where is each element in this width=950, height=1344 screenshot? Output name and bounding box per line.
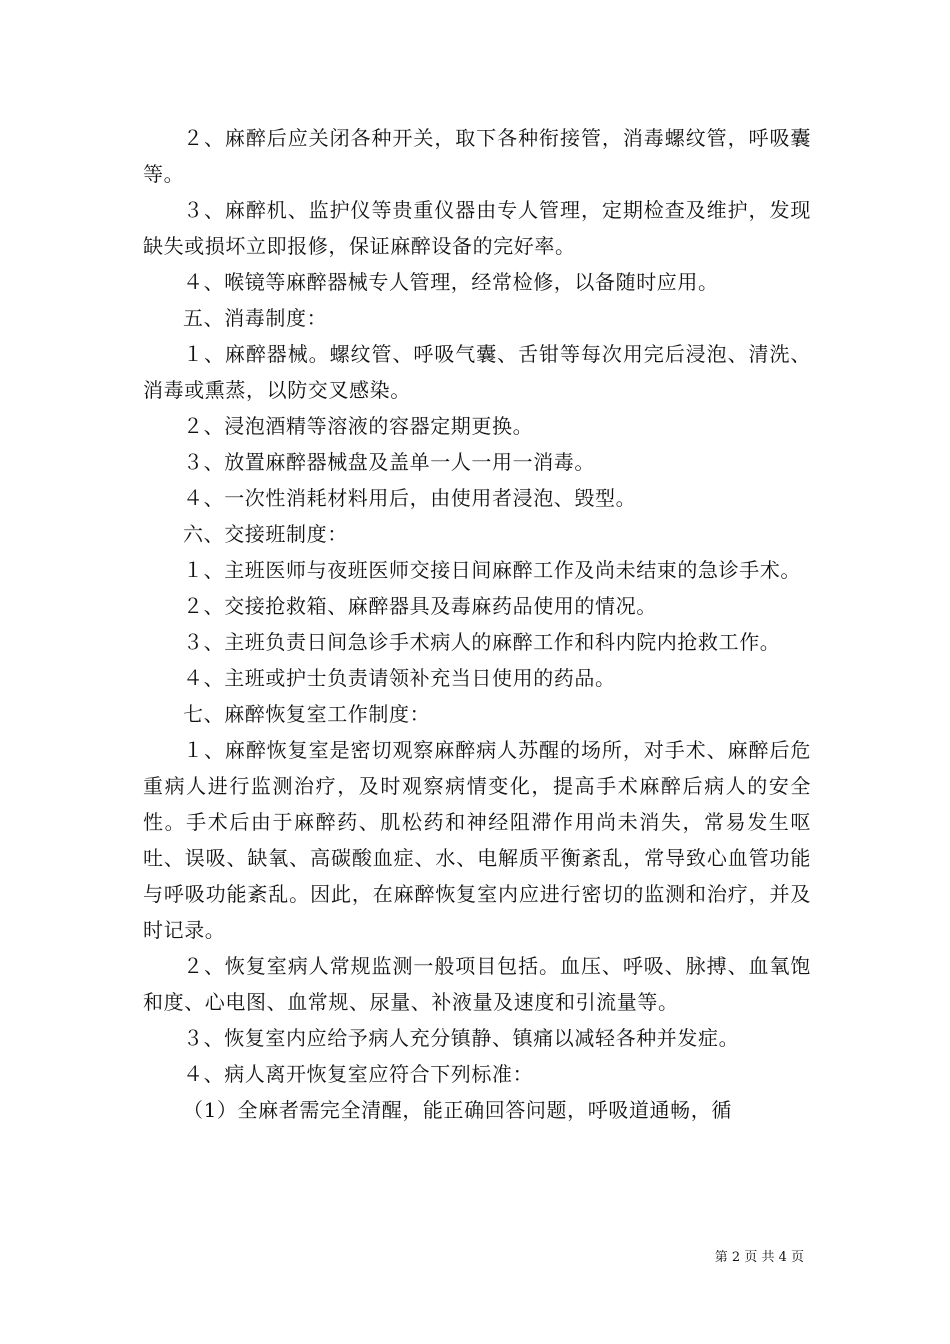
paragraph: ３、放置麻醉器械盘及盖单一人一用一消毒。: [183, 450, 595, 474]
section-heading: 七、麻醉恢复室工作制度：: [183, 702, 431, 726]
paragraph: ４、喉镜等麻醉器械专人管理，经常检修，以备随时应用。: [183, 270, 719, 294]
paragraph: ４、主班或护士负责请领补充当日使用的药品。: [183, 666, 616, 690]
section-heading: 六、交接班制度：: [183, 522, 348, 546]
paragraph: ２、恢复室病人常规监测一般项目包括。血压、呼吸、脉搏、血氧饱和度、心电图、血常规、尿量、补液量及速度和引流量等。: [143, 954, 811, 1014]
paragraph: １、麻醉恢复室是密切观察麻醉病人苏醒的场所，对手术、麻醉后危重病人进行监测治疗，及时观察病情变化，提高手术麻醉后病人的安全性。手术后由于麻醉药、肌松药和神经阻滞作用尚未消失，常易发生呕吐、误吸、缺氧、高碳酸血症、水、电解质平衡紊乱，常导致心血管功能与呼吸功能紊乱。因此，在麻醉恢复室内应进行密切的监测和治疗，并及时记录。: [143, 738, 811, 942]
paragraph: ２、浸泡酒精等溶液的容器定期更换。: [183, 414, 534, 438]
paragraph: ４、病人离开恢复室应符合下列标准：: [183, 1062, 534, 1086]
paragraph: （1）全麻者需完全清醒，能正确回答问题，呼吸道通畅，循: [183, 1098, 732, 1122]
paragraph: ３、恢复室内应给予病人充分镇静、镇痛以减轻各种并发症。: [183, 1026, 740, 1050]
paragraph: １、麻醉器械。螺纹管、呼吸气囊、舌钳等每次用完后浸泡、清洗、消毒或熏蒸，以防交叉感染。: [143, 342, 811, 402]
document-body: [143, 120, 811, 1128]
section-heading: 五、消毒制度：: [183, 306, 328, 330]
page-number-footer: 第 2 页 共 4 页: [714, 1250, 804, 1265]
paragraph: ３、麻醉机、监护仪等贵重仪器由专人管理，定期检查及维护，发现缺失或损坏立即报修，保证麻醉设备的完好率。: [143, 198, 811, 258]
paragraph: １、主班医师与夜班医师交接日间麻醉工作及尚未结束的急诊手术。: [183, 558, 801, 582]
paragraph: ２、交接抢救箱、麻醉器具及毒麻药品使用的情况。: [183, 594, 657, 618]
paragraph: ４、一次性消耗材料用后，由使用者浸泡、毁型。: [183, 486, 637, 510]
paragraph: ２、麻醉后应关闭各种开关，取下各种衔接管，消毒螺纹管，呼吸囊等。: [143, 126, 811, 186]
paragraph: ３、主班负责日间急诊手术病人的麻醉工作和科内院内抢救工作。: [183, 630, 781, 654]
